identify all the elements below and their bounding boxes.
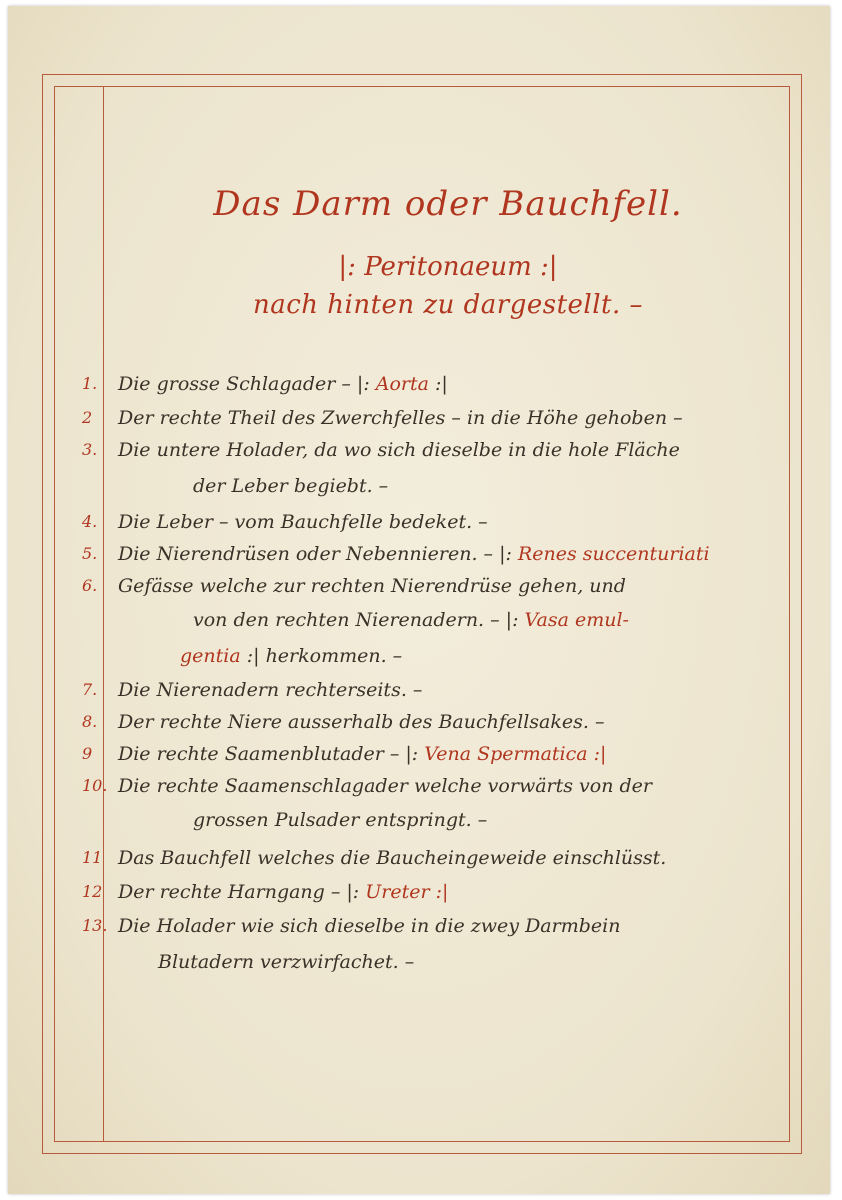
item-number: 1. (82, 374, 98, 393)
item-text: Die Holader wie sich dieselbe in die zwey Darmbein (118, 915, 621, 937)
item-text: Der rechte Harngang – |: Ureter :| (118, 881, 449, 903)
paper-sheet (8, 6, 830, 1194)
item-number: 8. (82, 712, 98, 731)
item-text: Gefässe welche zur rechten Nierendrüse gehen, und (118, 575, 626, 597)
item-text: von den rechten Nierenadern. – |: Vasa emul- (193, 609, 629, 631)
item-text: Das Bauchfell welches die Baucheingeweide einschlüsst. (118, 847, 667, 869)
item-number: 12 (82, 882, 103, 901)
item-text: Die Nierendrüsen oder Nebennieren. – |: Renes succenturiati (118, 543, 710, 565)
item-text: Die grosse Schlagader – |: Aorta :| (118, 373, 448, 395)
item-text: Blutadern verzwirfachet. – (158, 951, 415, 973)
item-text: Der rechte Niere ausserhalb des Bauchfellsakes. – (118, 711, 605, 733)
title-line-2: |: Peritonaeum :| (338, 252, 558, 282)
item-number: 11 (82, 848, 103, 867)
title-line-3: nach hinten zu dargestellt. – (252, 290, 644, 320)
item-text: grossen Pulsader entspringt. – (193, 809, 488, 831)
item-text: der Leber begiebt. – (193, 475, 389, 497)
item-text: Die rechte Saamenblutader – |: Vena Spermatica :| (118, 743, 607, 765)
item-number: 4. (82, 512, 98, 531)
latin-term: gentia (180, 645, 241, 667)
item-text: Der rechte Theil des Zwerchfelles – in die Höhe gehoben – (118, 407, 683, 429)
item-text: Die Leber – vom Bauchfelle bedeket. – (118, 511, 488, 533)
item-text: Die Nierenadern rechterseits. – (118, 679, 423, 701)
item-number: 2 (82, 408, 93, 427)
item-number: 9 (82, 744, 93, 763)
item-number: 3. (82, 440, 98, 459)
item-text: Die rechte Saamenschlagader welche vorwärts von der (118, 775, 652, 797)
latin-term: Vasa emul- (524, 609, 629, 631)
margin-rule (103, 86, 104, 1142)
latin-term: Vena Spermatica (424, 743, 588, 765)
item-number: 10. (82, 776, 108, 795)
item-text: Die untere Holader, da wo sich dieselbe in die hole Fläche (118, 439, 680, 461)
item-number: 7. (82, 680, 98, 699)
item-number: 6. (82, 576, 98, 595)
title-line-1: Das Darm oder Bauchfell. (213, 184, 683, 224)
item-text: gentia :| herkommen. – (180, 645, 403, 667)
latin-term: Renes succenturiati (517, 543, 710, 565)
item-number: 5. (82, 544, 98, 563)
latin-term: Aorta (375, 373, 429, 395)
item-number: 13. (82, 916, 108, 935)
latin-term: Ureter (365, 881, 430, 903)
